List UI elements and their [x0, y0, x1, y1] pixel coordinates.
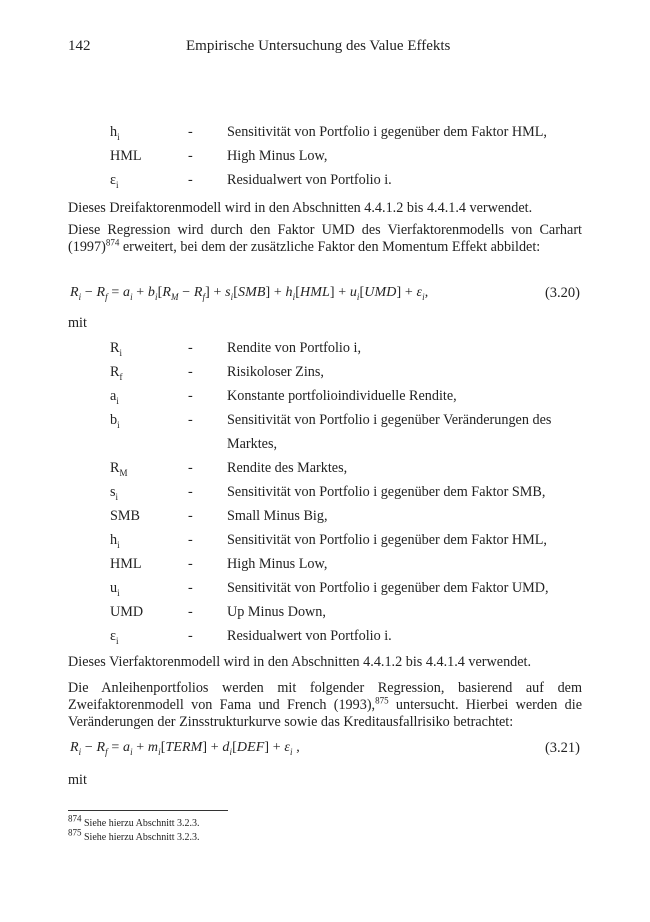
equation-3-20 — [68, 285, 582, 305]
definition-dash: - — [188, 364, 193, 380]
paragraph-four-factor: Dieses Vierfaktorenmodell wird in den Abschnitten 4.4.1.2 bis 4.4.1.4 verwendet. — [68, 654, 532, 670]
definition-text: Sensitivität von Portfolio i gegenüber Veränderungen des Marktes, — [227, 412, 552, 452]
definition-row — [110, 480, 582, 504]
definition-symbol: $R_f$ — [110, 364, 123, 382]
definition-dash: - — [188, 604, 193, 620]
definition-text: Residualwert von Portfolio i. — [227, 628, 392, 644]
footnote-divider — [68, 810, 228, 811]
equation-number: (3.21) — [544, 740, 580, 756]
definition-dash: - — [188, 124, 193, 140]
definition-row — [110, 360, 582, 384]
definition-dash: - — [188, 340, 193, 356]
definition-text: High Minus Low, — [227, 556, 328, 572]
definition-symbol: UMD — [110, 604, 144, 620]
definition-row — [110, 600, 582, 624]
paragraph-three-factor: Dieses Dreifaktorenmodell wird in den Abschnitten 4.4.1.2 bis 4.4.1.4 verwendet. — [68, 200, 533, 216]
definition-dash: - — [188, 172, 193, 188]
definition-text: Sensitivität von Portfolio i gegenüber dem Faktor UMD, — [227, 580, 549, 596]
definition-row — [110, 576, 582, 600]
definition-dash: - — [188, 484, 193, 500]
definition-text: Konstante portfolioindividuelle Rendite, — [227, 388, 457, 404]
definition-symbol: $\varepsilon_i$ — [110, 172, 119, 190]
definition-row — [110, 456, 582, 480]
definition-symbol: $h_i$ — [110, 124, 120, 142]
definition-list-main — [110, 336, 582, 648]
page-number: 142 — [68, 38, 91, 54]
equation-formula: $R_i - R_f = a_i$ + $m_i[TERM] + d_i[DEF] + \varepsilon_i$ , — [70, 740, 300, 757]
definition-row — [110, 504, 582, 528]
definition-dash: - — [188, 148, 193, 164]
definition-dash: - — [188, 412, 193, 428]
definition-text: Small Minus Big, — [227, 508, 328, 524]
definition-row — [110, 144, 582, 168]
definition-text: Rendite von Portfolio i, — [227, 340, 361, 356]
definition-list-top — [110, 120, 582, 192]
definition-symbol: SMB — [110, 508, 140, 524]
footnote-875: $^{875}$ Siehe hierzu Abschnitt 3.2.3. — [68, 827, 200, 843]
definition-dash: - — [188, 508, 193, 524]
definition-symbol: HML — [110, 148, 142, 164]
definition-row — [110, 120, 582, 144]
equation-number: (3.20) — [544, 285, 580, 301]
definition-row — [110, 552, 582, 576]
definition-row — [110, 408, 582, 456]
definition-row — [110, 528, 582, 552]
definition-text: Sensitivität von Portfolio i gegenüber dem Faktor SMB, — [227, 484, 546, 500]
definition-text: Sensitivität von Portfolio i gegenüber dem Faktor HML, — [227, 124, 547, 140]
definition-symbol: $\varepsilon_i$ — [110, 628, 119, 646]
definition-text: Risikoloser Zins, — [227, 364, 324, 380]
definition-symbol: $R_i$ — [110, 340, 122, 358]
definition-symbol: $s_i$ — [110, 484, 119, 502]
definition-symbol: $b_i$ — [110, 412, 120, 430]
definition-symbol: $R_M$ — [110, 460, 128, 478]
equation-formula: $R_i - R_f = a_i + b_i[R_M - R_f] + s_i[SMB] + h_i[HML] + u_i[UMD] + \varepsilon_i$, — [70, 285, 429, 302]
definition-dash: - — [188, 460, 193, 476]
definition-row — [110, 624, 582, 648]
definition-dash: - — [188, 556, 193, 572]
definition-text: Residualwert von Portfolio i. — [227, 172, 392, 188]
running-title: Empirische Untersuchung des Value Effekts — [186, 38, 451, 54]
definition-text: High Minus Low, — [227, 148, 328, 164]
footnote-874: $^{874}$ Siehe hierzu Abschnitt 3.2.3. — [68, 813, 200, 829]
mit-label: mit — [68, 772, 87, 788]
definition-text: Up Minus Down, — [227, 604, 326, 620]
definition-text: Sensitivität von Portfolio i gegenüber dem Faktor HML, — [227, 532, 547, 548]
definition-row — [110, 168, 582, 192]
footnote-ref-875: 875 — [375, 695, 389, 706]
footnote-ref-874: 874 — [105, 237, 120, 248]
definition-text: Rendite des Marktes, — [227, 460, 348, 476]
definition-dash: - — [188, 628, 193, 644]
definition-dash: - — [188, 532, 193, 548]
definition-row — [110, 384, 582, 408]
definition-symbol: $h_i$ — [110, 532, 120, 550]
mit-label: mit — [68, 315, 87, 331]
paragraph-bond-portfolios: Die Anleihenportfolios werden mit folgender Regression, basierend auf dem Zweifaktorenmodell von Fama und French (1993),$^{875}$ untersucht. Hierbei werden die Veränderungen der Zinsstrukturkurve sowie das Kreditausfallrisiko betrachtet: — [68, 680, 582, 730]
paragraph-carhart: Diese Regression wird durch den Faktor UMD des Vierfaktorenmodells von Carhart $(1997)^{874}$ erweitert, bei dem der zusätzliche Faktor den Momentum Effekt abbildet: — [68, 222, 582, 255]
definition-symbol: $u_i$ — [110, 580, 120, 598]
definition-dash: - — [188, 580, 193, 596]
definition-row — [110, 336, 582, 360]
equation-3-21 — [68, 740, 582, 760]
definition-dash: - — [188, 388, 193, 404]
definition-symbol: $a_i$ — [110, 388, 119, 406]
definition-symbol: HML — [110, 556, 142, 572]
